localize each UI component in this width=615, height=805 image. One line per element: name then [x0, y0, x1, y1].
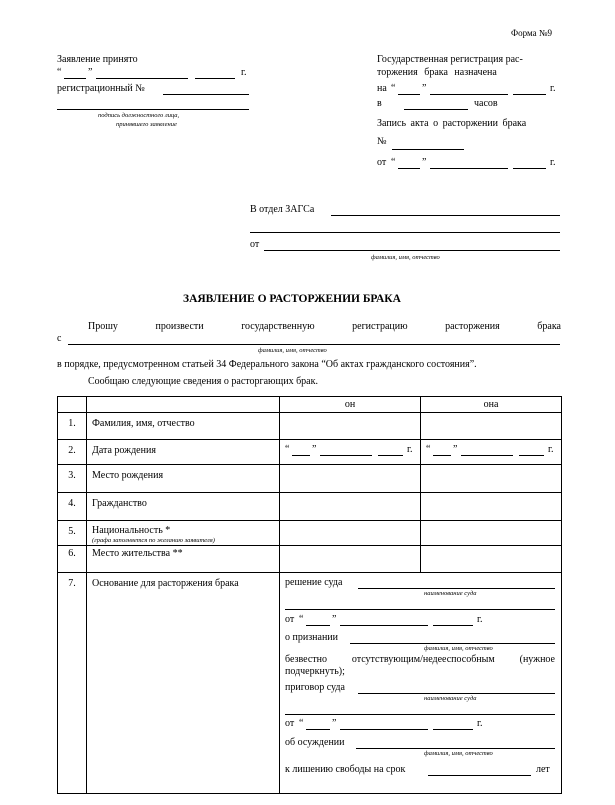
header-he: он	[280, 397, 421, 413]
request-name-caption: фамилия, имя, отчество	[258, 347, 327, 354]
she-birth-date-cell[interactable]: “ ” г.	[421, 440, 562, 465]
record-quote-close: ”	[422, 157, 427, 168]
accepted-year-suffix: г.	[241, 67, 247, 78]
record-label: Запись акта о расторжении брака	[377, 118, 527, 129]
registration-quote-open: “	[391, 83, 396, 94]
law-line: в порядке, предусмотренном статьей 34 Федерального закона “Об актах гражданского состояния”.	[57, 359, 477, 370]
nationality-note: (графа заполняется по желанию заявителя)	[92, 537, 215, 544]
table-row: 2. Дата рождения “ ” г. “ ” г.	[58, 440, 562, 465]
applicant-from-label: от	[250, 239, 260, 250]
accepted-day-line	[64, 78, 86, 79]
he-birth-date-cell[interactable]: “ ” г.	[280, 440, 421, 465]
he-nationality-cell[interactable]	[280, 521, 421, 546]
she-citizenship-cell[interactable]	[421, 493, 562, 521]
registration-hours-label: часов	[474, 98, 498, 109]
table-row: 4. Гражданство	[58, 493, 562, 521]
record-from-label: от	[377, 157, 387, 168]
accepted-label: Заявление принято	[57, 54, 138, 65]
request-name-line	[68, 344, 560, 345]
quote-close: ”	[88, 67, 93, 78]
he-residence-cell[interactable]	[280, 545, 421, 572]
accepted-month-line	[96, 78, 188, 79]
table-row: 1. Фамилия, имя, отчество	[58, 413, 562, 440]
record-no-line	[392, 149, 464, 150]
table-row: 7. Основание для расторжения брака решение суда наименование суда от “ ” г. о признании фамилия, имя, отчество безвестно отсутствующим/недееспособным (нужное подчеркнуть); приговор суда наименование суда от “ ” г. об осуждении фамилия, имя, отчество к лишению свободы на срок лет	[58, 572, 562, 793]
accepted-year-line	[195, 78, 235, 79]
registration-in-label: в	[377, 98, 382, 109]
request-line: Прошу произвести государственную регистрацию расторжения брака	[88, 321, 561, 332]
form-number: Форма №9	[511, 28, 552, 38]
signature-caption-1: подпись должностного лица,	[98, 112, 180, 119]
divorce-basis-cell[interactable]: решение суда наименование суда от “ ” г. о признании фамилия, имя, отчество безвестно отсутствующим/недееспособным (нужное подчеркнуть); приговор суда наименование суда от “ ” г. об осуждении фамилия, имя, отчество к лишению свободы на срок лет	[280, 572, 562, 793]
quote-open: “	[57, 67, 62, 78]
she-residence-cell[interactable]	[421, 545, 562, 572]
registration-year-line	[513, 94, 546, 95]
he-birth-place-cell[interactable]	[280, 465, 421, 493]
zags-office-label: В отдел ЗАГСа	[250, 204, 315, 215]
record-year-suffix: г.	[550, 157, 556, 168]
table-header-row	[58, 397, 562, 413]
table-row: 5. Национальность * (графа заполняется по желанию заявителя)	[58, 521, 562, 546]
table-row: 6. Место жительства **	[58, 545, 562, 572]
she-nationality-cell[interactable]	[421, 521, 562, 546]
she-birth-place-cell[interactable]	[421, 465, 562, 493]
registration-quote-close: ”	[422, 83, 427, 94]
she-full-name-cell[interactable]	[421, 413, 562, 440]
header-she: она	[421, 397, 562, 413]
record-year-line	[513, 168, 546, 169]
record-quote-open: “	[391, 157, 396, 168]
registration-month-line	[430, 94, 508, 95]
applicant-name-line	[264, 250, 560, 251]
he-citizenship-cell[interactable]	[280, 493, 421, 521]
zags-office-line-2	[250, 232, 560, 233]
document-title: ЗАЯВЛЕНИЕ О РАСТОРЖЕНИИ БРАКА	[183, 293, 401, 305]
registration-hours-line	[404, 109, 468, 110]
table-row: 3. Место рождения	[58, 465, 562, 493]
signature-line	[57, 109, 249, 110]
registration-line-1: Государственная регистрация рас-	[377, 54, 523, 65]
request-with-label: с	[57, 333, 62, 344]
registration-line-2: торжения брака назначена	[377, 67, 497, 78]
record-month-line	[430, 168, 508, 169]
signature-caption-2: принявшего заявление	[116, 121, 177, 128]
info-line: Сообщаю следующие сведения о расторгающих брак.	[88, 376, 318, 387]
registration-year-suffix: г.	[550, 83, 556, 94]
applicant-name-caption: фамилия, имя, отчество	[371, 254, 440, 261]
he-full-name-cell[interactable]	[280, 413, 421, 440]
record-no-label: №	[377, 136, 387, 147]
record-day-line	[398, 168, 420, 169]
spouse-info-table	[57, 396, 562, 794]
reg-number-label: регистрационный №	[57, 83, 145, 94]
registration-on-label: на	[377, 83, 387, 94]
reg-number-line	[163, 94, 249, 95]
zags-office-line	[331, 215, 560, 216]
registration-day-line	[398, 94, 420, 95]
